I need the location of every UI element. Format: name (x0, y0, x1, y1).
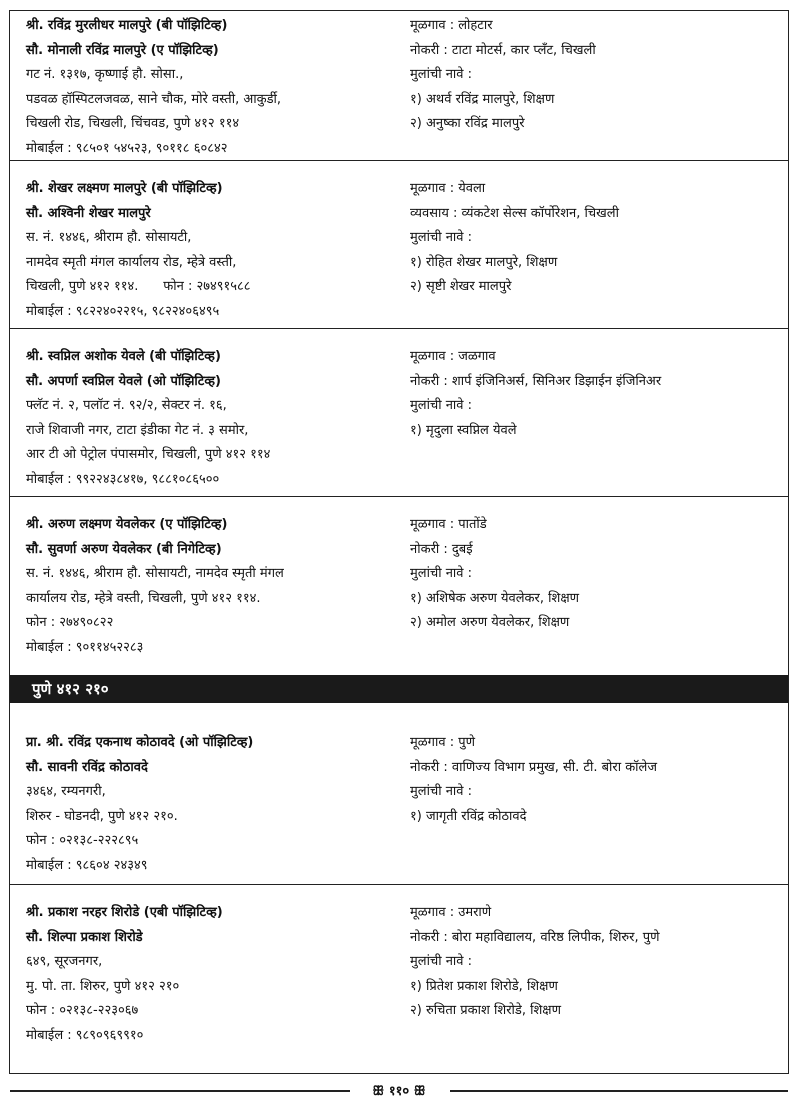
directory-entry (10, 11, 788, 161)
child-item: १) अशिषेक अरुण येवलेकर, शिक्षण (410, 590, 580, 606)
native-place: मूळगाव : येवला (410, 181, 486, 196)
entry-address-column (26, 731, 406, 879)
wife-name: सौ. सावनी रविंद्र कोठावदे (26, 759, 148, 775)
address-line: पडवळ हॉस्पिटलजवळ, साने चौक, मोरे वस्ती, आकुर्डी, (26, 91, 282, 107)
children-heading: मुलांची नावे : (410, 67, 473, 83)
address-line: फ्लॅट नं. २, पलॉट नं. ९२/२, सेक्टर नं. १६, (26, 398, 227, 414)
section-header: पुणे ४१२ २१० (10, 675, 788, 703)
address-line: ६४९, सूरजनगर, (26, 954, 103, 970)
child-item: २) अनुष्का रविंद्र मालपुरे (410, 116, 525, 132)
page-number-text: ꕥ ११० ꕥ (366, 1084, 431, 1099)
entry-details-column (410, 177, 780, 300)
address-line: ३४६४, रम्यनगरी, (26, 784, 106, 800)
entry-details-column (410, 513, 780, 636)
directory-entry (10, 329, 788, 497)
husband-name: प्रा. श्री. रविंद्र एकनाथ कोठावदे (ओ पॉझिटिव्ह) (26, 735, 254, 750)
children-heading: मुलांची नावे : (410, 398, 473, 414)
address-line: कार्यालय रोड, म्हेत्रे वस्ती, चिखली, पुणे ४१२ ११४. (26, 590, 261, 606)
husband-name: श्री. शेखर लक्ष्मण मालपुरे (बी पॉझिटिव्ह) (26, 181, 223, 196)
native-place: मूळगाव : उमराणे (410, 905, 492, 920)
child-item: २) रुचिता प्रकाश शिरोडे, शिक्षण (410, 1003, 562, 1019)
phone-line: चिखली, पुणे ४१२ ११४. फोन : २७४९१५८८ (26, 279, 251, 295)
mobile-line: मोबाईल : ९०११४५२२८३ (26, 639, 144, 655)
husband-name: श्री. अरुण लक्ष्मण येवलेकर (ए पॉझिटिव्ह) (26, 517, 228, 532)
entry-address-column (26, 177, 406, 325)
native-place: मूळगाव : जळगाव (410, 349, 496, 364)
phone-line: फोन : २७४९०८२२ (26, 615, 114, 631)
child-item: १) मृदुला स्वप्निल येवले (410, 422, 517, 438)
address-line: आर टी ओ पेट्रोल पंपासमोर, चिखली, पुणे ४१२ ११४ (26, 447, 271, 463)
occupation: नोकरी : बोरा महाविद्यालय, वरिष्ठ लिपीक, शिरुर, पुणे (410, 929, 660, 945)
mobile-line: मोबाईल : ९८९०९६९९१० (26, 1027, 144, 1043)
mobile-line: मोबाईल : ९८५०१ ५४५२३, ९०११८ ६०८४२ (26, 140, 228, 156)
child-item: २) सृष्टी शेखर मालपुरे (410, 279, 512, 295)
native-place: मूळगाव : लोहटार (410, 18, 493, 33)
address-line: गट नं. १३१७, कृष्णाई हौ. सोसा., (26, 67, 184, 83)
directory-entry (10, 161, 788, 329)
address-line: चिखली रोड, चिखली, चिंचवड, पुणे ४१२ ११४ (26, 116, 240, 132)
occupation: नोकरी : शार्प इंजिनिअर्स, सिनिअर डिझाईन इंजिनिअर (410, 373, 662, 389)
entry-details-column (410, 731, 780, 829)
address-line: नामदेव स्मृती मंगल कार्यालय रोड, म्हेत्रे वस्ती, (26, 254, 237, 270)
entry-address-column (26, 345, 406, 493)
page-number (10, 1081, 788, 1099)
directory-frame (9, 10, 789, 1074)
occupation: नोकरी : वाणिज्य विभाग प्रमुख, सी. टी. बोरा कॉलेज (410, 759, 658, 775)
address-line: शिरुर - घोडनदी, पुणे ४१२ २१०. (26, 808, 178, 824)
address-line: स. नं. १४४६, श्रीराम हौ. सोसायटी, नामदेव स्मृती मंगल (26, 566, 284, 582)
child-item: १) रोहित शेखर मालपुरे, शिक्षण (410, 254, 558, 270)
address-line: राजे शिवाजी नगर, टाटा इंडीका गेट नं. ३ समोर, (26, 422, 249, 438)
mobile-line: मोबाईल : ९८२२४०२२१५, ९८२२४०६४९५ (26, 303, 220, 319)
mobile-line: मोबाईल : ९८६०४ २४३४९ (26, 857, 148, 873)
wife-name: सौ. अपर्णा स्वप्निल येवले (ओ पॉझिटिव्ह) (26, 373, 221, 389)
children-heading: मुलांची नावे : (410, 566, 473, 582)
directory-entry (10, 885, 788, 1073)
entry-address-column (26, 901, 406, 1049)
entry-details-column (410, 14, 780, 137)
address-line: स. नं. १४४६, श्रीराम हौ. सोसायटी, (26, 230, 192, 246)
wife-name: सौ. सुवर्णा अरुण येवलेकर (बी निगेटिव्ह) (26, 541, 222, 557)
child-item: १) अथर्व रविंद्र मालपुरे, शिक्षण (410, 91, 555, 107)
children-heading: मुलांची नावे : (410, 954, 473, 970)
husband-name: श्री. रविंद्र मुरलीधर मालपुरे (बी पॉझिटिव्ह) (26, 18, 228, 33)
occupation: नोकरी : टाटा मोटर्स, कार प्लँट, चिखली (410, 42, 596, 58)
entry-address-column (26, 513, 406, 661)
wife-name: सौ. शिल्पा प्रकाश शिरोडे (26, 929, 143, 945)
directory-entry (10, 703, 788, 885)
native-place: मूळगाव : पातोंडे (410, 517, 487, 532)
child-item: २) अमोल अरुण येवलेकर, शिक्षण (410, 615, 570, 631)
directory-entry (10, 497, 788, 675)
mobile-line: मोबाईल : ९९२२४३८४१७, ९८८१०८६५०० (26, 471, 220, 487)
children-heading: मुलांची नावे : (410, 230, 473, 246)
children-heading: मुलांची नावे : (410, 784, 473, 800)
business: व्यवसाय : व्यंकटेश सेल्स कॉर्पोरेशन, चिखली (410, 205, 619, 221)
phone-line: फोन : ०२१३८-२२३०६७ (26, 1003, 139, 1019)
child-item: १) जागृती रविंद्र कोठावदे (410, 808, 527, 824)
entry-details-column (410, 345, 780, 443)
phone-line: फोन : ०२१३८-२२२८९५ (26, 833, 139, 849)
husband-name: श्री. स्वप्निल अशोक येवले (बी पॉझिटिव्ह) (26, 349, 221, 364)
entry-details-column (410, 901, 780, 1024)
native-place: मूळगाव : पुणे (410, 735, 475, 750)
wife-name: सौ. मोनाली रविंद्र मालपुरे (ए पॉझिटिव्ह) (26, 42, 219, 58)
child-item: १) प्रितेश प्रकाश शिरोडे, शिक्षण (410, 978, 558, 994)
wife-name: सौ. अश्विनी शेखर मालपुरे (26, 205, 151, 221)
page-footer (10, 1080, 788, 1104)
address-line: मु. पो. ता. शिरुर, पुणे ४१२ २१० (26, 978, 180, 994)
husband-name: श्री. प्रकाश नरहर शिरोडे (एबी पॉझिटिव्ह) (26, 905, 223, 920)
entry-address-column (26, 14, 406, 162)
occupation: नोकरी : दुबई (410, 541, 473, 557)
